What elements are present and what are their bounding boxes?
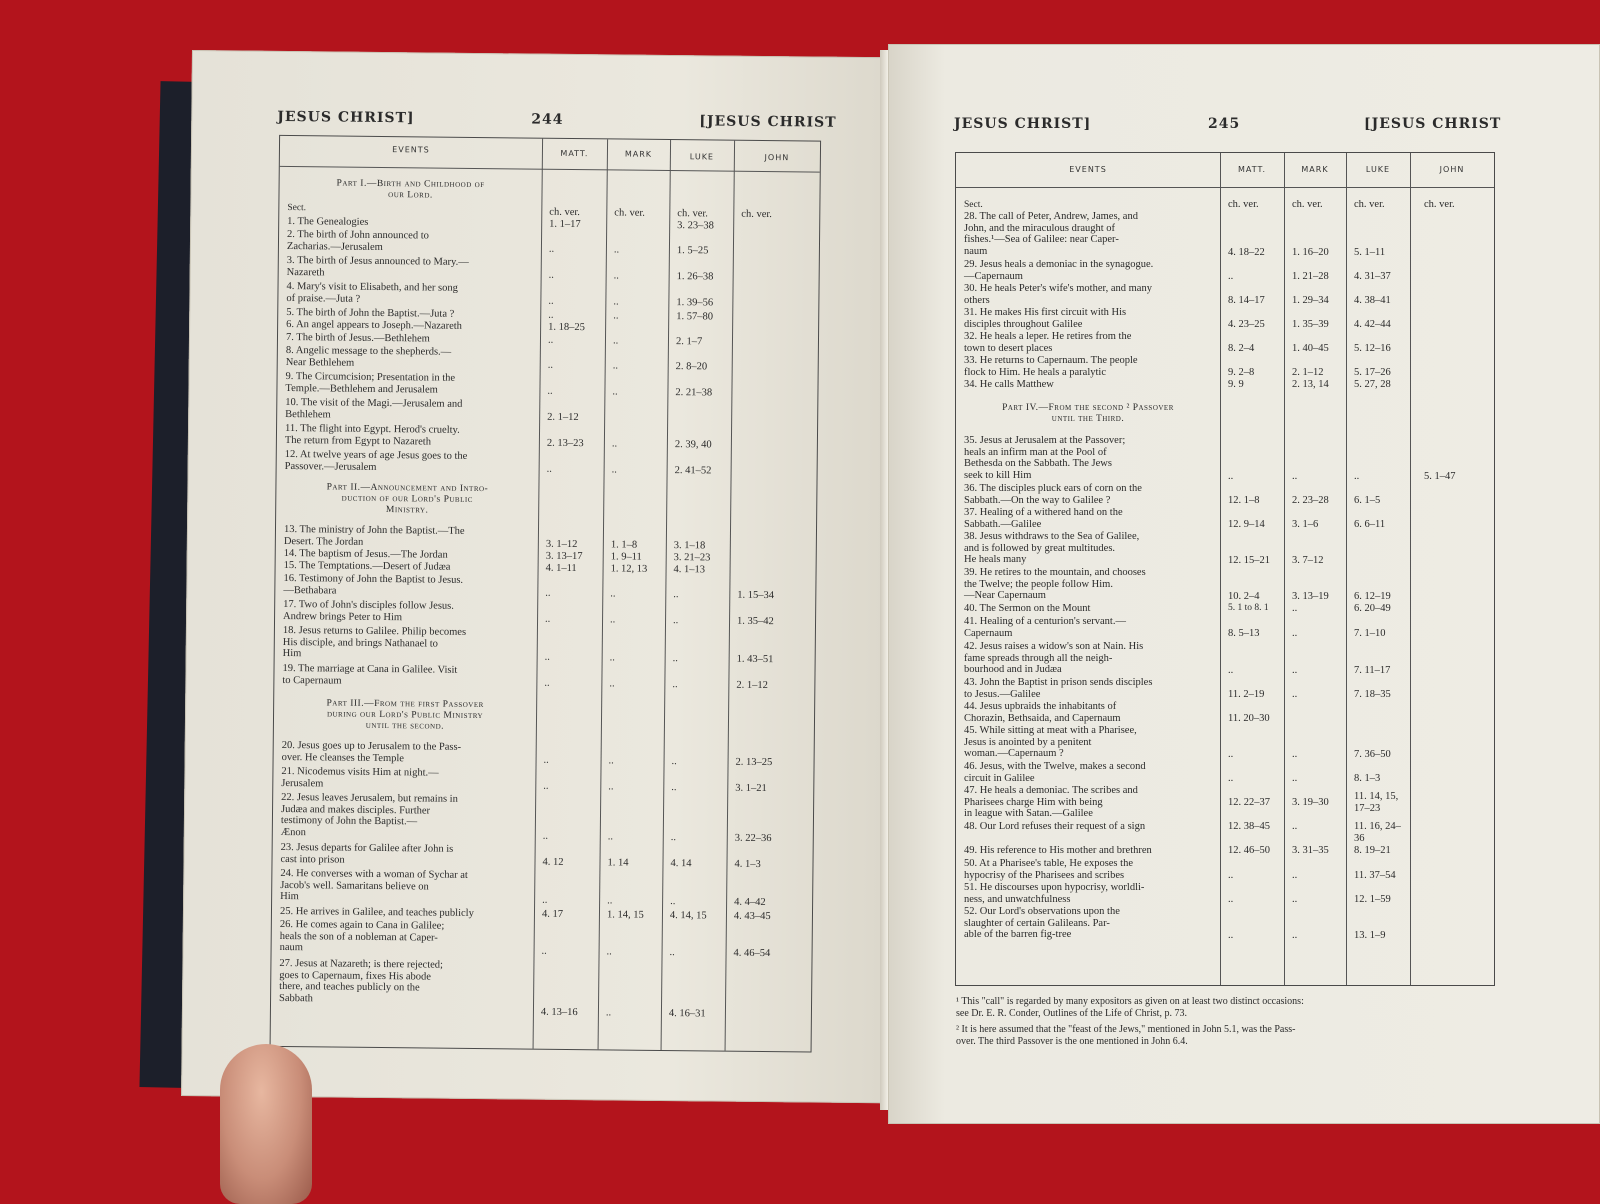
part-heading: Part I.—Birth and Childhood of our Lord.: [336, 178, 485, 201]
column-header-luke: LUKE: [1365, 165, 1391, 174]
table-row: 26. He comes again to Cana in Galilee; heals the son of a nobleman at Caper- naum .. .. .. 4. 46–54: [279, 918, 771, 960]
table-row: 8. Angelic message to the shepherds.— Near Bethlehem .. .. 2. 8–20: [285, 344, 708, 373]
table-row: 2. The birth of John announced to Zacharias.—Jerusalem .. .. 1. 5–25: [286, 229, 709, 257]
table-row: 12. At twelve years of age Jesus goes to the Passover.—Jerusalem .. .. 2. 41–52: [284, 448, 712, 477]
right-page: [888, 44, 1600, 1124]
column-header-luke: LUKE: [689, 152, 715, 162]
sect-label: Sect.: [287, 203, 307, 214]
table-row: 10. The visit of the Magi.—Jerusalem and Bethlehem 2. 1–12: [285, 396, 579, 424]
left-page-header: [191, 108, 891, 131]
column-header-john: JOHN: [1439, 165, 1465, 174]
harmony-table-right: EVENTS MATT. MARK LUKE JOHN Sect. ch. ver. ch. ver. ch. ver. ch. ver. 28. The call of Peter, Andrew, James, and John, and the miraculous draught of fishes.¹—Sea of Galilee: near Caper- naum 4. 18–22 1. 16–20 5. 1–11 29. Jesus heals a demoniac in the synagogue. —Capernaum .. 1. 21–28 4. 31–37 30. He heals Peter's wife's mother, and many others 8. 14–17 1. 29–34 4. 38–41 31. He makes His first circuit with His disciples throughout Galilee 4. 23–25 1. 35–39 4. 42–44 32. He heals a leper. He retires from the town to desert places 8. 2–4 1. 40–45 5. 12–16 33. He returns to Capernaum. The people flock to Him. He heals a paralytic 9. 2–8 2. 1–12 5. 17–26 34. He calls Matthew 9. 9 2. 13, 14 5. 27, 28 Part IV.—From the second ² Passover until the Third. 35. Jesus at Jerusalem at the Passover; heals an infirm man at the Pool of Bethesda on the Sabbath. The Jews seek to kill Him .. .. .. 5. 1–47 36. The disciples pluck ears of corn on the Sabbath.—On the way to Galilee ? 12. 1–8 2. 23–28 6. 1–5 37. Healing of a withered hand on the Sabbath.—Galilee 12. 9–14 3. 1–6 6. 6–11 38. Jesus withdraws to the Sea of Galilee, and is followed by great multitudes. He heals many 12. 15–21 3. 7–12 39. He retires to the mountain, and chooses the Twelve; the people follow Him. —Near Capernaum 10. 2–4 3. 13–19 6. 12–19 40. The Sermon on the Mount 5. 1 to 8. 1 .. 6. 20–49 41. Healing of a centurion's servant.— Capernaum 8. 5–13 .. 7. 1–10 42. Jesus raises a widow's son at Nain. His fame spreads through all the neigh- bourhood and in Judæa .. .. 7. 11–17 43. John the Baptist in prison sends disciples to Jesus.—Galilee 11. 2–19 .. 7. 18–35 44. Jesus upbraids the inhabitants of Chorazin, Bethsaida, and Capernaum 11. 20–30 45. While sitting at meat with a Pharisee, Jesus is anointed by a penitent woman.—Capernaum ? .. .. 7. 36–50 46. Jesus, with the Twelve, makes a second circuit in Galilee .. .. 8. 1–3 47. He heals a demoniac. The scribes and Pharisees charge Him with being in league with Satan.—Galilee 12. 22–37 3. 19–30 11. 14, 15, 17–23 48. Our Lord refuses their request of a sign 12. 38–45 .. 11. 16, 24– 36 49. His reference to His mother and brethren 12. 46–50 3. 31–35 8. 19–21 50. At a Pharisee's table, He exposes the hypocrisy of the Pharisees and scribes .. .. 11. 37–54 51. He discourses upon hypocrisy, worldli- ness, and unwatchfulness .. .. 12. 1–59 52. Our Lord's observations upon the slaughter of certain Galileans. Par- able of the barren fig-tree .. .. 13. 1–9: [955, 152, 1495, 986]
part-heading: Part II.—Announcement and Intro- duction of our Lord's Public Ministry.: [326, 482, 489, 516]
page-number: 245: [1208, 116, 1241, 132]
column-header-matt: MATT.: [560, 148, 589, 159]
table-row: 5. The birth of John the Baptist.—Juta ? .. .. 1. 57–80: [286, 307, 714, 323]
left-page: [181, 50, 892, 1103]
table-row: 11. The flight into Egypt. Herod's cruelty. The return from Egypt to Nazareth 2. 13–23 .. 2. 39, 40: [284, 422, 712, 451]
table-row: 3. The birth of Jesus announced to Mary.— Nazareth .. .. 1. 26–38: [286, 255, 714, 283]
column-header-matt: MATT.: [1238, 165, 1266, 174]
table-row: 24. He converses with a woman of Sychar at Jacob's well. Samaritans believe on Him .. .. .. 4. 4–42: [280, 867, 766, 909]
column-header-events: EVENTS: [392, 145, 430, 155]
running-head-right: [JESUS CHRIST: [699, 113, 837, 131]
footnote: ² It is here assumed that the "feast of the Jews," mentioned in John 5.1, was the Pass- over. The third Passover is the one mentioned in John 6.4.: [956, 1024, 1296, 1047]
running-head-left: JESUS CHRIST]: [954, 116, 1092, 132]
page-number: 244: [531, 111, 564, 128]
table-row: 27. Jesus at Nazareth; is there rejected; goes to Capernaum, fixes His abode there, and teaches publicly on the Sabbath 4. 13–16 .. 4. 16–31: [279, 957, 706, 1020]
running-head-right: [JESUS CHRIST: [1364, 116, 1502, 132]
table-row: 25. He arrives in Galilee, and teaches publicly 4. 17 1. 14, 15 4. 14, 15 4. 43–45: [279, 905, 771, 923]
table-row: 16. Testimony of John the Baptist to Jesus. —Bethabara .. .. .. 1. 15–34: [283, 572, 775, 602]
table-row: 1. The Genealogies 1. 1–17 3. 23–38: [287, 216, 714, 232]
table-row: 7. The birth of Jesus.—Bethlehem .. .. 2. 1–7: [285, 332, 703, 348]
table-row: 14. The baptism of Jesus.—The Jordan 3. 13–17 1. 9–11 3. 21–23: [283, 547, 711, 564]
table-row: 6. An angel appears to Joseph.—Nazareth 1. 18–25: [286, 319, 585, 334]
table-row: 13. The ministry of John the Baptist.—The Desert. The Jordan 3. 1–12 1. 1–8 3. 1–18: [283, 523, 706, 552]
table-row: 19. The marriage at Cana in Galilee. Visit to Capernaum .. .. .. 2. 1–12: [282, 662, 768, 692]
column-header-mark: MARK: [1301, 165, 1329, 174]
table-row: 15. The Temptations.—Desert of Judæa 4. 1–11 1. 12, 13 4. 1–13: [283, 559, 706, 576]
sect-label: Sect.: [964, 200, 983, 210]
column-header-events: EVENTS: [1069, 165, 1107, 174]
column-header-mark: MARK: [624, 149, 653, 159]
table-row: 18. Jesus returns to Galilee. Philip becomes His disciple, and brings Nathanael to Him .. .. .. 1. 43–51: [282, 624, 774, 666]
column-header-john: JOHN: [764, 153, 790, 163]
chapter-verse-labels: ch. ver. ch. ver. ch. ver. ch. ver.: [549, 206, 772, 221]
table-row: 9. The Circumcision; Presentation in the Temple.—Bethlehem and Jerusalem .. .. 2. 21–38: [285, 370, 713, 399]
part-heading: Part III.—From the first Passover during our Lord's Public Ministry until the second.: [326, 698, 484, 732]
table-row: 4. Mary's visit to Elisabeth, and her song of praise.—Juta ? .. .. 1. 39–56: [286, 281, 714, 309]
footnote: ¹ This "call" is regarded by many expositors as given on at least two distinct occasions: see Dr. E. R. Conder, Outlines of the Life of Christ, p. 73.: [956, 996, 1304, 1019]
table-row: 17. Two of John's disciples follow Jesus. Andrew brings Peter to Him .. .. .. 1. 35–42: [283, 598, 774, 628]
table-row: 23. Jesus departs for Galilee after John is cast into prison 4. 12 1. 14 4. 14 4. 1–3: [280, 841, 761, 871]
running-head-left: JESUS CHRIST]: [277, 108, 415, 127]
harmony-table-left: [270, 135, 822, 1053]
thumb: [220, 1044, 312, 1204]
table-row: 21. Nicodemus visits Him at night.— Jerusalem .. .. .. 3. 1–21: [281, 765, 767, 795]
table-row: 20. Jesus goes up to Jerusalem to the Pass- over. He cleanses the Temple .. .. .. 2. 13–25: [281, 739, 773, 769]
table-row: 22. Jesus leaves Jerusalem, but remains in Judæa and makes disciples. Further testimony of John the Baptist.— Ænon .. .. .. 3. 22–36: [280, 791, 772, 845]
part-heading: Part IV.—From the second ² Passover until the Third.: [1002, 403, 1174, 424]
